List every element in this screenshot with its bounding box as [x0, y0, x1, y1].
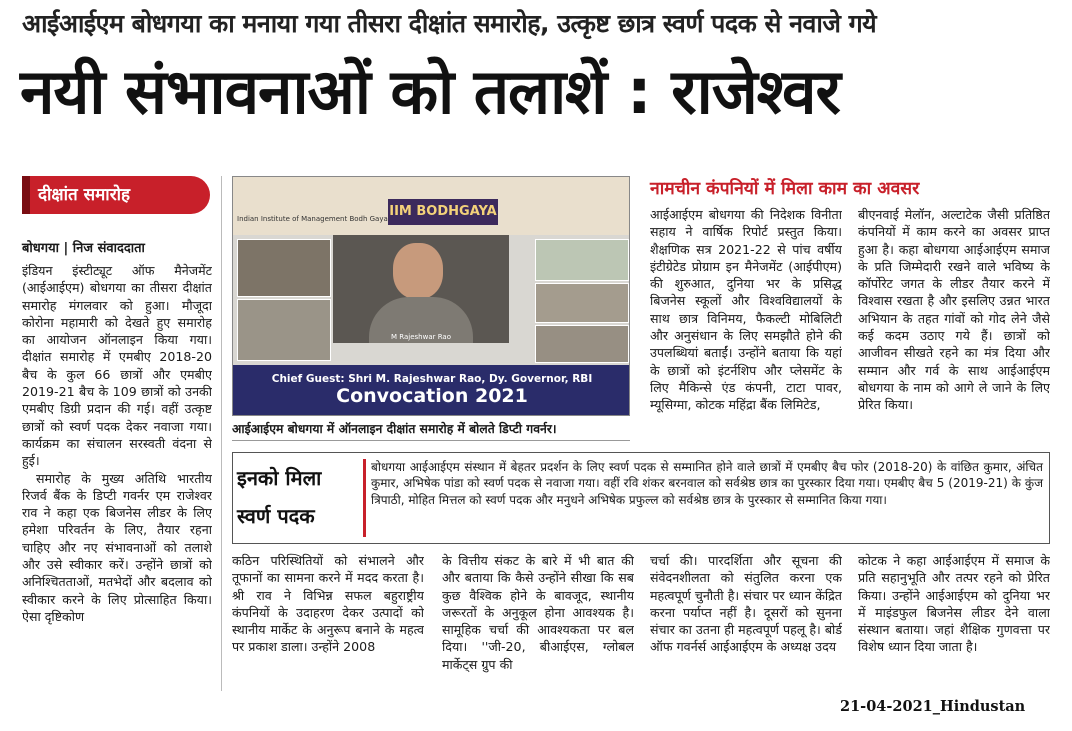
section-badge: दीक्षांत समारोह — [22, 176, 210, 214]
kicker-headline: आईआईएम बोधगया का मनाया गया तीसरा दीक्षांत समारोह, उत्कृष्ट छात्र स्वर्ण पदक से नवाजे गये — [22, 9, 877, 38]
column-divider — [221, 176, 222, 691]
paragraph: समारोह के मुख्य अतिथि भारतीय रिजर्व बैंक के डिप्टी गवर्नर एम राजेश्वर राव ने कहा एक बिजनेस लीडर के लिए हमेशा परिवर्तन के लिए, तैयार रहना चाहिए और नए संभावनाओं को तलाशे और उसे स्वीकार करें। उन्होंने छात्रों को अनिश्चितताओं, मतभेदों और बदलाव को स्वीकार करने के लिए प्रोत्साहित किया। ऐसा दृष्टिकोण — [22, 470, 212, 624]
participant-tile — [237, 239, 331, 297]
photo-caption: आईआईएम बोधगया में ऑनलाइन दीक्षांत समारोह में बोलते डिप्टी गवर्नर। — [232, 420, 630, 441]
box-accent-bar — [363, 459, 366, 537]
participant-tile — [237, 299, 331, 361]
participant-tile — [535, 283, 629, 323]
dateline: बोधगया | निज संवाददाता — [22, 241, 145, 256]
speaker-tag: M Rajeshwar Rao — [391, 333, 451, 341]
article-column-2: कठिन परिस्थितियों को संभालने और तूफानों का सामना करने में मदद करता है। श्री राव ने विभिन्न सफल बहुराष्ट्रीय कंपनियों के उदाहरण देकर उत्पादों को स्थानीय मार्केट के अनुरूप बनाने के महत्व पर प्रकाश डाला। उन्होंने 2008 — [232, 553, 424, 655]
speaker-video — [333, 235, 509, 343]
box-title-line2: स्वर्ण पदक — [237, 504, 315, 528]
article-column-5: कोटक ने कहा आईआईएम में समाज के प्रति सहानुभूति और तत्पर रहने को प्रेरित किया। उन्होंने आईआईएम को दुनिया भर में माइंडफुल बिजनेस लीडर देने वाला संस्थान बताया। जहां शैक्षिक गुणवत्ता पर विशेष ध्यान दिया जाता है। — [858, 553, 1050, 655]
institute-text: Indian Institute of Management Bodh Gaya — [237, 215, 388, 223]
main-headline: नयी संभावनाओं को तलाशें : राजेश्वर — [20, 55, 840, 128]
article-column-4: चर्चा की। पारदर्शिता और सूचना की संवेदनशीलता को संतुलित करना एक महत्वपूर्ण चुनौती है। संचार पर ध्यान केंद्रित करना पर्याप्त नहीं है। दूसरों को सुनना संचार का उतना ही महत्वपूर्ण पहलू है। बोर्ड ऑफ गवर्नर्स आईआईएम के अध्यक्ष उदय — [650, 553, 842, 655]
convocation-photo — [232, 176, 630, 416]
participant-tile — [535, 239, 629, 281]
chief-guest-text: Chief Guest: Shri M. Rajeshwar Rao, Dy. Governor, RBI — [271, 373, 593, 385]
iim-sign: IIM BODHGAYA — [388, 199, 498, 225]
event-title: Convocation 2021 — [336, 385, 528, 407]
participant-tile — [535, 325, 629, 363]
article-column-1 — [22, 262, 212, 692]
box-title-line1: इनको मिला — [237, 466, 322, 490]
box-text: बोधगया आईआईएम संस्थान में बेहतर प्रदर्शन के लिए स्वर्ण पदक से सम्मानित होने वाले छात्रों में एमबीए बैच फोर (2018-20) के वांछित कुमार, अंचित कुमार, अभिषेक पांडा को स्वर्ण पदक से नवाजा गया। वहीं रवि शंकर बरनवाल को सर्वश्रेष्ठ छात्र का पुरस्कार दिया गया। एमबीए बैच 5 (2019-21) के कुंज त्रिपाठी, मोहित मित्तल को स्वर्ण पदक और मनुधने अभिषेक प्रफुल्ल को सर्वश्रेष्ठ छात्र के पुरस्कार से सम्मानित किया गया। — [371, 460, 1043, 507]
paragraph: इंडियन इंस्टीट्यूट ऑफ मैनेजमेंट (आईआईएम) बोधगया का तीसरा दीक्षांत समारोह मंगलवार को हुआ। मौजूदा कोरोना महामारी को देखते हुए समारोह का आयोजन ऑनलाइन किया गया। दीक्षांत समारोह में एमबीए 2018-20 बैच के कुल 66 छात्रों और एमबीए 2019-21 बैच के 109 छात्रों को उनकी एमबीए डिग्री प्रदान की गई। वहीं उत्कृष्ट छात्रों को स्वर्ण पदक देकर नवाजा गया। कार्यक्रम का संचालन सरस्वती वंदना से हुई। — [22, 263, 212, 469]
box-title — [237, 459, 357, 537]
side-story-column-2: बीएनवाई मेलॉन, अल्टाटेक जैसी प्रतिष्ठित कंपनियों में काम करने का अवसर प्राप्त हुआ है। कहा बोधगया आईआईएम समाज के प्रति जिम्मेदारी रखने वाले भविष्य के कॉर्पोरेट जगत के लीडर तैयार करने में विश्वास रखता है और इसलिए उन्नत भारत अभियान के तहत गांवों को गोद लेने जैसे कई कदम उठाए गये हैं। छात्रों को आजीवन सीखते रहने का मंत्र दिया और सम्मान और गर्व के साथ आईआईएम बोधगया के नाम को आगे ले जाने के लिए प्रेरित किया। — [858, 207, 1050, 413]
side-story-headline: नामचीन कंपनियों में मिला काम का अवसर — [650, 179, 920, 199]
side-story-column-1: आईआईएम बोधगया की निदेशक विनीता सहाय ने वार्षिक रिपोर्ट प्रस्तुत किया। शैक्षणिक सत्र 2021-22 से पांच वर्षीय इंटीग्रेटेड प्रोग्राम इन मैनेजमेंट (आईपीएम) की शुरुआत, दुनिया भर के प्रसिद्ध बिजनेस स्कूलों और विश्वविद्यालयों के साथ छात्र विनिमय, फैकल्टी मोबिलिटी और अनुसंधान के लिए समझौते होने की उपलब्धियां बताईं। उन्होंने बताया कि यहां के छात्रों को इंटर्नशिप और प्लेसमेंट के लिए मैकिन्से एंड कंपनी, टाटा पावर, म्यूसिग्मा, कोटक महिंद्रा बैंक लिमिटेड, — [650, 207, 842, 413]
source-date-label: 21-04-2021_Hindustan — [840, 698, 1026, 715]
gold-medal-box — [232, 452, 1050, 544]
article-column-3: के वित्तीय संकट के बारे में भी बात की और बताया कि कैसे उन्होंने सीखा कि सब कुछ वैश्विक होने के बावजूद, स्थानीय जरूरतों के अनुकूल होना आवश्यक है। सामूहिक चर्चा की आवश्यकता पर बल दिया। ''जी-20, बीआईएस, ग्लोबल मार्केट्स ग्रुप की — [442, 553, 634, 672]
speaker-face — [393, 243, 443, 299]
